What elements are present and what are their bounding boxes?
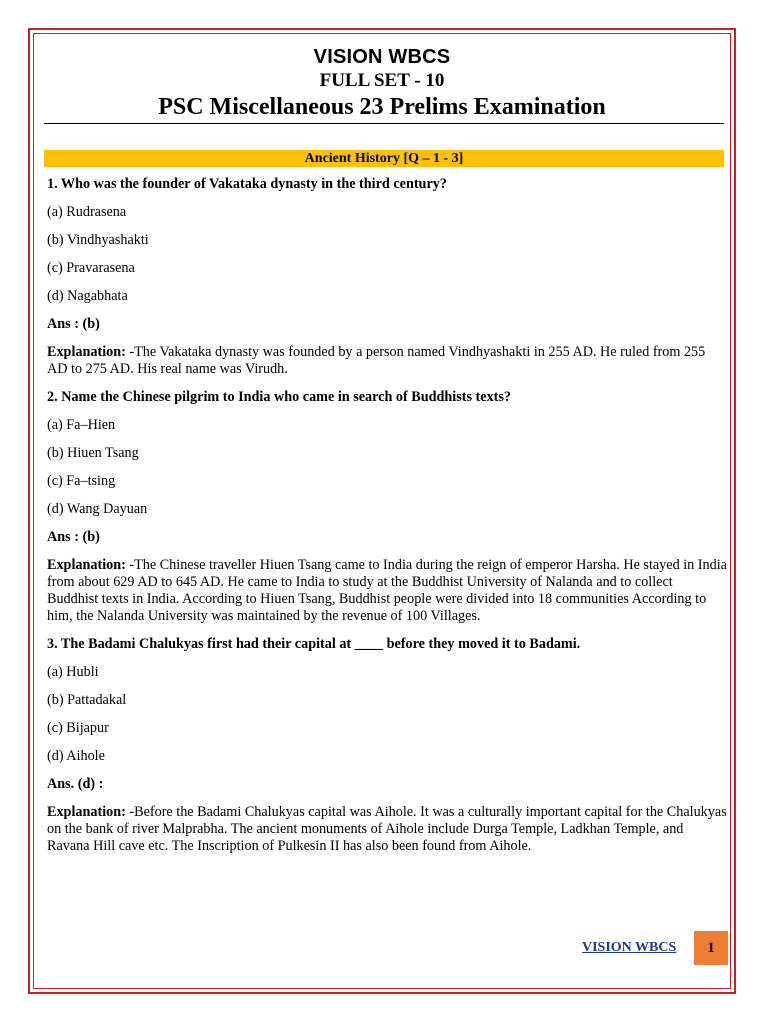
explanation-text: -The Chinese traveller Hiuen Tsang came to India during the reign of emperor Harsha. He stayed in India from about 629 AD to 645 AD. He came to India to study at the Buddhist University of Nalanda and to collect Buddhist texts in India. According to Hiuen Tsang, Buddhist people were divided into 18 communities According to him, the Nalanda University was maintained by the revenue of 100 Villages. (47, 557, 727, 624)
option-c: (c) Pravarasena (47, 260, 135, 276)
option-d: (d) Aihole (47, 748, 105, 764)
answer: Ans. (d) : (47, 776, 104, 792)
explanation (47, 557, 727, 625)
footer-brand-link[interactable]: VISION WBCS (582, 940, 677, 955)
option-a: (a) Fa–Hien (47, 417, 116, 433)
question-block (47, 636, 727, 855)
option-a: (a) Hubli (47, 664, 99, 680)
option-d: (d) Nagabhata (47, 288, 128, 304)
exam-title: PSC Miscellaneous 23 Prelims Examination (158, 94, 606, 120)
answer: Ans : (b) (47, 529, 100, 545)
document-header (40, 44, 724, 122)
explanation (47, 804, 727, 855)
explanation-label: Explanation: (47, 344, 126, 360)
option-d: (d) Wang Dayuan (47, 501, 148, 517)
explanation-text: -The Vakataka dynasty was founded by a person named Vindhyashakti in 255 AD. He ruled from 255 AD to 275 AD. His real name was Virudh. (47, 344, 706, 377)
section-banner: Ancient History [Q – 1 - 3] (44, 150, 724, 167)
option-c: (c) Bijapur (47, 720, 109, 736)
option-b: (b) Hiuen Tsang (47, 445, 139, 461)
explanation (47, 344, 727, 378)
question-text: 2. Name the Chinese pilgrim to India who came in search of Buddhists texts? (47, 389, 511, 405)
explanation-label: Explanation: (47, 557, 126, 573)
explanation-label: Explanation: (47, 804, 126, 820)
set-title: FULL SET - 10 (319, 70, 445, 91)
option-a: (a) Rudrasena (47, 204, 127, 220)
question-block (47, 176, 727, 378)
page-number-badge: 1 (694, 931, 728, 965)
question-text: 1. Who was the founder of Vakataka dynasty in the third century? (47, 176, 447, 192)
question-text: 3. The Badami Chalukyas first had their capital at ____ before they moved it to Badami. (47, 636, 581, 652)
option-b: (b) Vindhyashakti (47, 232, 149, 248)
explanation-text: -Before the Badami Chalukyas capital was Aihole. It was a culturally important capital for the Chalukyas on the bank of river Malprabha. The ancient monuments of Aihole include Durga Temple, Ladkhan Temple, and Ravana Hill cave etc. The Inscription of Pulkesin II has also been found from Aihole. (47, 804, 727, 854)
answer: Ans : (b) (47, 316, 100, 332)
question-block (47, 389, 727, 625)
option-c: (c) Fa–tsing (47, 473, 116, 489)
brand-title: VISION WBCS (313, 46, 451, 68)
option-b: (b) Pattadakal (47, 692, 127, 708)
questions-content (47, 176, 727, 866)
header-rule (44, 123, 724, 124)
